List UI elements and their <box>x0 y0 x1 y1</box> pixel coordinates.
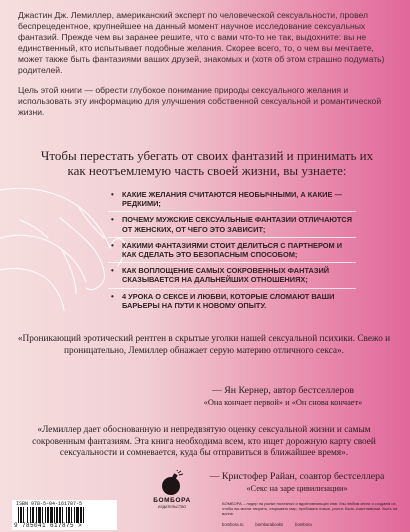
intro-paragraph-2: Цель этой книги — обрести глубокое понимание природы сексуального желания и использовать эту информацию для улучшения собственной сексуальной и романтической жизни. <box>18 85 382 117</box>
attribution-name: — Ян Кернер, автор бестселлеров <box>212 385 354 396</box>
publisher-logo-label: БОМБОРА <box>153 497 191 504</box>
publisher-link[interactable]: bombora.ru <box>222 522 244 527</box>
review-quote-2: «Лемиллер дает обоснованную и непредвзятую оценку сексуальной жизни и самым сокровенным фантазиям. Эта книга необходима всем, кто ищет дорожную карту своей сексуальности и сомневается, куда бы отправиться в ближайшее время». <box>32 425 376 458</box>
list-item: • 4 УРОКА О СЕКСЕ И ЛЮБВИ, КОТОРЫЕ СЛОМАЮТ ВАШИ БАРЬЕРЫ НА ПУТИ К НОВОМУ ОПЫТУ. <box>108 288 356 313</box>
barcode <box>12 500 117 530</box>
publisher-link[interactable]: bomborabooks <box>255 522 284 527</box>
attribution-books: «Она кончает первой» и «Он снова кончает» <box>203 398 363 407</box>
attribution-books: «Секс на заре цивилизации» <box>246 484 348 493</box>
publisher-logo-sub: ИЗДАТЕЛЬСТВО <box>157 505 187 509</box>
intro-paragraph-1: Джастин Дж. Лемиллер, американский эксперт по человеческой сексуальности, провел беспрецедентное, крупнейшее на данный момент научное исследование сексуальных фантазий. Прежде чем вы заранее решите, что с вами что-то не так, выдохните: вы не единственный, кто испытывает подобные желания. Скорее всего, то, о чем вы мечтаете, может также быть фантазиями ваших друзей, знакомых и (хотя об этом страшно подумать) родителей. <box>18 10 385 75</box>
intro-text <box>18 10 396 127</box>
list-item: • КАКИМИ ФАНТАЗИЯМИ СТОИТ ДЕЛИТЬСЯ С ПАРТНЕРОМ И КАК СДЕЛАТЬ ЭТО БЕЗОПАСНЫМ СПОСОБОМ; <box>108 237 356 262</box>
publisher-fine-print: БОМБОРА – лидер на рынке полезных и вдохновляющих книг. Мы любим книги и создаем их, чтобы вы могли творить, открывать мир, пробовать новое, расти. Быть счастливыми. Быть на волне. <box>222 501 398 516</box>
list-item: • КАК ВОПЛОЩЕНИЕ САМЫХ СОКРОВЕННЫХ ФАНТАЗИЙ СКАЗЫВАЕТСЯ НА ДАЛЬНЕЙШИХ ОТНОШЕНИЯХ; <box>108 262 356 287</box>
isbn-text: ISBN 978-5-04-161787-5 <box>16 501 83 507</box>
publisher-link[interactable]: bombora <box>295 522 312 527</box>
attribution-name: — Кристофер Райан, соавтор бестселлера <box>209 471 385 482</box>
barcode-bars-icon <box>16 507 113 523</box>
benefits-list <box>108 187 356 313</box>
publisher-links <box>222 522 404 527</box>
review-attribution-1 <box>168 385 398 409</box>
bombora-logo-icon <box>158 470 186 498</box>
list-item: • ПОЧЕМУ МУЖСКИЕ СЕКСУАЛЬНЫЕ ФАНТАЗИИ ОТЛИЧАЮТСЯ ОТ ЖЕНСКИХ, ОТ ЧЕГО ЭТО ЗАВИСИТ; <box>108 211 356 236</box>
list-item: • КАКИЕ ЖЕЛАНИЯ СЧИТАЮТСЯ НЕОБЫЧНЫМИ, А КАКИЕ — РЕДКИМИ; <box>108 187 356 211</box>
barcode-digits: 9 785041 617875 > <box>14 522 83 529</box>
review-attribution-2 <box>192 471 402 495</box>
review-quote-1: «Проникающий эротический рентген в скрытые уголки нашей сексуальной психики. Свежо и проницательно, Лемиллер обнажает серую материю отличного секса». <box>17 334 391 356</box>
lead-heading: Чтобы перестать убегать от своих фантазий и принимать их как неотъемлемую часть своей жизни, вы узнаете: <box>40 148 374 178</box>
